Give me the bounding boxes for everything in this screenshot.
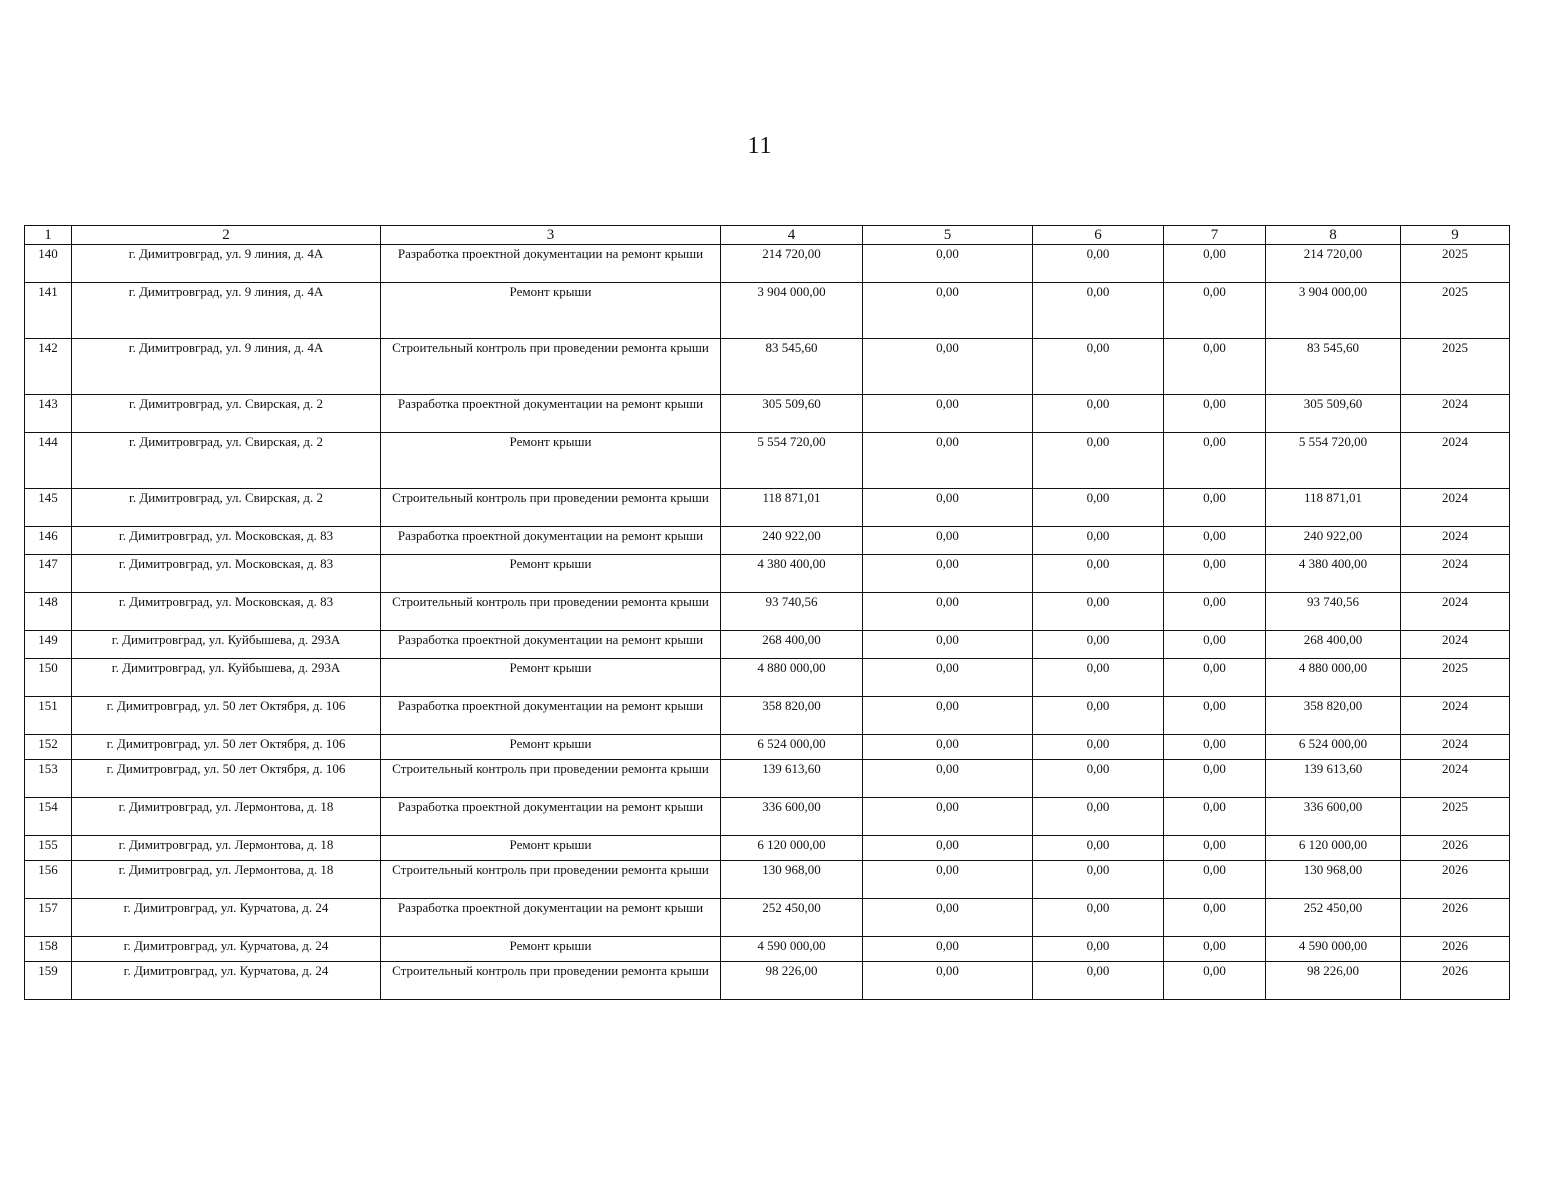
table-row [25, 962, 1510, 1000]
year-cell: 2024 [1401, 433, 1510, 489]
column-7-cell: 0,00 [1164, 697, 1266, 735]
column-8-cell: 305 509,60 [1266, 395, 1401, 433]
column-7-cell: 0,00 [1164, 937, 1266, 962]
column-6-cell: 0,00 [1033, 631, 1164, 659]
address-cell: г. Димитровград, ул. 50 лет Октября, д. 106 [72, 697, 381, 735]
column-8-cell: 93 740,56 [1266, 593, 1401, 631]
column-5-cell: 0,00 [863, 760, 1033, 798]
address-cell: г. Димитровград, ул. Куйбышева, д. 293А [72, 659, 381, 697]
column-6-cell: 0,00 [1033, 798, 1164, 836]
column-5-cell: 0,00 [863, 555, 1033, 593]
column-5-cell: 0,00 [863, 433, 1033, 489]
row-number-cell: 142 [25, 339, 72, 395]
work-type-cell: Разработка проектной документации на ремонт крыши [381, 395, 721, 433]
column-8-cell: 6 524 000,00 [1266, 735, 1401, 760]
work-type-cell: Строительный контроль при проведении ремонта крыши [381, 489, 721, 527]
column-7-cell: 0,00 [1164, 489, 1266, 527]
row-number-cell: 148 [25, 593, 72, 631]
column-6-cell: 0,00 [1033, 937, 1164, 962]
table-row [25, 527, 1510, 555]
column-7-cell: 0,00 [1164, 245, 1266, 283]
column-header-1: 1 [25, 226, 72, 245]
row-number-cell: 153 [25, 760, 72, 798]
column-6-cell: 0,00 [1033, 489, 1164, 527]
address-cell: г. Димитровград, ул. 50 лет Октября, д. 106 [72, 735, 381, 760]
row-number-cell: 146 [25, 527, 72, 555]
column-6-cell: 0,00 [1033, 697, 1164, 735]
year-cell: 2026 [1401, 861, 1510, 899]
column-8-cell: 98 226,00 [1266, 962, 1401, 1000]
column-5-cell: 0,00 [863, 489, 1033, 527]
total-cost-cell: 3 904 000,00 [721, 283, 863, 339]
total-cost-cell: 305 509,60 [721, 395, 863, 433]
total-cost-cell: 268 400,00 [721, 631, 863, 659]
table-row [25, 836, 1510, 861]
address-cell: г. Димитровград, ул. Свирская, д. 2 [72, 395, 381, 433]
column-5-cell: 0,00 [863, 659, 1033, 697]
table-row [25, 697, 1510, 735]
column-5-cell: 0,00 [863, 836, 1033, 861]
column-5-cell: 0,00 [863, 697, 1033, 735]
address-cell: г. Димитровград, ул. Лермонтова, д. 18 [72, 836, 381, 861]
row-number-cell: 149 [25, 631, 72, 659]
work-type-cell: Ремонт крыши [381, 283, 721, 339]
work-type-cell: Разработка проектной документации на ремонт крыши [381, 527, 721, 555]
total-cost-cell: 6 120 000,00 [721, 836, 863, 861]
column-header-4: 4 [721, 226, 863, 245]
row-number-cell: 158 [25, 937, 72, 962]
column-8-cell: 83 545,60 [1266, 339, 1401, 395]
address-cell: г. Димитровград, ул. Лермонтова, д. 18 [72, 861, 381, 899]
address-cell: г. Димитровград, ул. 9 линия, д. 4А [72, 283, 381, 339]
column-5-cell: 0,00 [863, 593, 1033, 631]
column-8-cell: 4 880 000,00 [1266, 659, 1401, 697]
column-8-cell: 3 904 000,00 [1266, 283, 1401, 339]
page-number: 11 [747, 133, 773, 159]
year-cell: 2026 [1401, 836, 1510, 861]
address-cell: г. Димитровград, ул. Курчатова, д. 24 [72, 899, 381, 937]
total-cost-cell: 5 554 720,00 [721, 433, 863, 489]
table-row [25, 245, 1510, 283]
column-header-5: 5 [863, 226, 1033, 245]
column-6-cell: 0,00 [1033, 962, 1164, 1000]
column-6-cell: 0,00 [1033, 339, 1164, 395]
year-cell: 2025 [1401, 245, 1510, 283]
row-number-cell: 143 [25, 395, 72, 433]
year-cell: 2025 [1401, 339, 1510, 395]
total-cost-cell: 118 871,01 [721, 489, 863, 527]
column-5-cell: 0,00 [863, 735, 1033, 760]
address-cell: г. Димитровград, ул. 50 лет Октября, д. 106 [72, 760, 381, 798]
table-row [25, 760, 1510, 798]
address-cell: г. Димитровград, ул. Лермонтова, д. 18 [72, 798, 381, 836]
table-row [25, 735, 1510, 760]
year-cell: 2025 [1401, 283, 1510, 339]
work-type-cell: Строительный контроль при проведении ремонта крыши [381, 339, 721, 395]
column-5-cell: 0,00 [863, 527, 1033, 555]
column-7-cell: 0,00 [1164, 593, 1266, 631]
work-type-cell: Ремонт крыши [381, 433, 721, 489]
column-header-9: 9 [1401, 226, 1510, 245]
column-5-cell: 0,00 [863, 283, 1033, 339]
total-cost-cell: 4 880 000,00 [721, 659, 863, 697]
row-number-cell: 154 [25, 798, 72, 836]
column-header-7: 7 [1164, 226, 1266, 245]
work-type-cell: Разработка проектной документации на ремонт крыши [381, 631, 721, 659]
column-7-cell: 0,00 [1164, 283, 1266, 339]
table-row [25, 593, 1510, 631]
table-row [25, 798, 1510, 836]
address-cell: г. Димитровград, ул. Московская, д. 83 [72, 555, 381, 593]
year-cell: 2024 [1401, 527, 1510, 555]
address-cell: г. Димитровград, ул. Свирская, д. 2 [72, 489, 381, 527]
column-7-cell: 0,00 [1164, 395, 1266, 433]
year-cell: 2024 [1401, 555, 1510, 593]
column-5-cell: 0,00 [863, 861, 1033, 899]
total-cost-cell: 4 590 000,00 [721, 937, 863, 962]
table-row [25, 555, 1510, 593]
address-cell: г. Димитровград, ул. 9 линия, д. 4А [72, 339, 381, 395]
table-row [25, 433, 1510, 489]
table-row [25, 339, 1510, 395]
column-header-6: 6 [1033, 226, 1164, 245]
year-cell: 2026 [1401, 937, 1510, 962]
total-cost-cell: 93 740,56 [721, 593, 863, 631]
row-number-cell: 144 [25, 433, 72, 489]
year-cell: 2026 [1401, 962, 1510, 1000]
table-row [25, 937, 1510, 962]
address-cell: г. Димитровград, ул. Московская, д. 83 [72, 593, 381, 631]
column-6-cell: 0,00 [1033, 283, 1164, 339]
table-row [25, 283, 1510, 339]
total-cost-cell: 214 720,00 [721, 245, 863, 283]
column-5-cell: 0,00 [863, 798, 1033, 836]
column-5-cell: 0,00 [863, 899, 1033, 937]
column-8-cell: 139 613,60 [1266, 760, 1401, 798]
row-number-cell: 159 [25, 962, 72, 1000]
address-cell: г. Димитровград, ул. Куйбышева, д. 293А [72, 631, 381, 659]
column-7-cell: 0,00 [1164, 659, 1266, 697]
column-7-cell: 0,00 [1164, 899, 1266, 937]
work-type-cell: Ремонт крыши [381, 735, 721, 760]
row-number-cell: 157 [25, 899, 72, 937]
column-6-cell: 0,00 [1033, 555, 1164, 593]
column-6-cell: 0,00 [1033, 395, 1164, 433]
row-number-cell: 150 [25, 659, 72, 697]
column-7-cell: 0,00 [1164, 861, 1266, 899]
year-cell: 2024 [1401, 489, 1510, 527]
total-cost-cell: 6 524 000,00 [721, 735, 863, 760]
address-cell: г. Димитровград, ул. Курчатова, д. 24 [72, 962, 381, 1000]
column-7-cell: 0,00 [1164, 631, 1266, 659]
column-8-cell: 118 871,01 [1266, 489, 1401, 527]
table-row [25, 489, 1510, 527]
row-number-cell: 151 [25, 697, 72, 735]
table-row [25, 861, 1510, 899]
row-number-cell: 141 [25, 283, 72, 339]
year-cell: 2025 [1401, 798, 1510, 836]
column-8-cell: 214 720,00 [1266, 245, 1401, 283]
column-header-8: 8 [1266, 226, 1401, 245]
column-7-cell: 0,00 [1164, 433, 1266, 489]
total-cost-cell: 252 450,00 [721, 899, 863, 937]
work-type-cell: Разработка проектной документации на ремонт крыши [381, 697, 721, 735]
year-cell: 2024 [1401, 735, 1510, 760]
year-cell: 2025 [1401, 659, 1510, 697]
column-8-cell: 5 554 720,00 [1266, 433, 1401, 489]
column-6-cell: 0,00 [1033, 760, 1164, 798]
column-number-row [25, 226, 1510, 245]
row-number-cell: 152 [25, 735, 72, 760]
total-cost-cell: 336 600,00 [721, 798, 863, 836]
column-7-cell: 0,00 [1164, 798, 1266, 836]
column-8-cell: 4 590 000,00 [1266, 937, 1401, 962]
column-6-cell: 0,00 [1033, 861, 1164, 899]
repair-schedule-table [24, 225, 1510, 1000]
column-8-cell: 268 400,00 [1266, 631, 1401, 659]
total-cost-cell: 83 545,60 [721, 339, 863, 395]
total-cost-cell: 358 820,00 [721, 697, 863, 735]
column-7-cell: 0,00 [1164, 527, 1266, 555]
column-6-cell: 0,00 [1033, 836, 1164, 861]
address-cell: г. Димитровград, ул. Свирская, д. 2 [72, 433, 381, 489]
column-6-cell: 0,00 [1033, 527, 1164, 555]
work-type-cell: Ремонт крыши [381, 659, 721, 697]
table-row [25, 631, 1510, 659]
column-5-cell: 0,00 [863, 962, 1033, 1000]
column-5-cell: 0,00 [863, 395, 1033, 433]
work-type-cell: Ремонт крыши [381, 555, 721, 593]
work-type-cell: Строительный контроль при проведении ремонта крыши [381, 962, 721, 1000]
work-type-cell: Строительный контроль при проведении ремонта крыши [381, 593, 721, 631]
table-row [25, 395, 1510, 433]
table-row [25, 659, 1510, 697]
column-5-cell: 0,00 [863, 631, 1033, 659]
column-8-cell: 358 820,00 [1266, 697, 1401, 735]
address-cell: г. Димитровград, ул. Московская, д. 83 [72, 527, 381, 555]
year-cell: 2024 [1401, 760, 1510, 798]
column-header-3: 3 [381, 226, 721, 245]
column-6-cell: 0,00 [1033, 735, 1164, 760]
total-cost-cell: 240 922,00 [721, 527, 863, 555]
year-cell: 2024 [1401, 395, 1510, 433]
work-type-cell: Ремонт крыши [381, 836, 721, 861]
row-number-cell: 155 [25, 836, 72, 861]
column-6-cell: 0,00 [1033, 245, 1164, 283]
table-body [25, 245, 1510, 1000]
column-6-cell: 0,00 [1033, 899, 1164, 937]
total-cost-cell: 130 968,00 [721, 861, 863, 899]
total-cost-cell: 139 613,60 [721, 760, 863, 798]
column-8-cell: 4 380 400,00 [1266, 555, 1401, 593]
row-number-cell: 147 [25, 555, 72, 593]
work-type-cell: Разработка проектной документации на ремонт крыши [381, 245, 721, 283]
column-8-cell: 6 120 000,00 [1266, 836, 1401, 861]
column-7-cell: 0,00 [1164, 555, 1266, 593]
work-type-cell: Строительный контроль при проведении ремонта крыши [381, 861, 721, 899]
table-row [25, 899, 1510, 937]
column-5-cell: 0,00 [863, 339, 1033, 395]
year-cell: 2024 [1401, 593, 1510, 631]
column-7-cell: 0,00 [1164, 962, 1266, 1000]
column-6-cell: 0,00 [1033, 659, 1164, 697]
column-5-cell: 0,00 [863, 937, 1033, 962]
total-cost-cell: 4 380 400,00 [721, 555, 863, 593]
address-cell: г. Димитровград, ул. 9 линия, д. 4А [72, 245, 381, 283]
total-cost-cell: 98 226,00 [721, 962, 863, 1000]
column-7-cell: 0,00 [1164, 339, 1266, 395]
work-type-cell: Разработка проектной документации на ремонт крыши [381, 899, 721, 937]
address-cell: г. Димитровград, ул. Курчатова, д. 24 [72, 937, 381, 962]
column-header-2: 2 [72, 226, 381, 245]
column-7-cell: 0,00 [1164, 760, 1266, 798]
column-6-cell: 0,00 [1033, 593, 1164, 631]
column-8-cell: 240 922,00 [1266, 527, 1401, 555]
year-cell: 2026 [1401, 899, 1510, 937]
column-8-cell: 130 968,00 [1266, 861, 1401, 899]
work-type-cell: Ремонт крыши [381, 937, 721, 962]
row-number-cell: 145 [25, 489, 72, 527]
work-type-cell: Разработка проектной документации на ремонт крыши [381, 798, 721, 836]
column-6-cell: 0,00 [1033, 433, 1164, 489]
column-5-cell: 0,00 [863, 245, 1033, 283]
year-cell: 2024 [1401, 631, 1510, 659]
column-7-cell: 0,00 [1164, 735, 1266, 760]
column-8-cell: 252 450,00 [1266, 899, 1401, 937]
year-cell: 2024 [1401, 697, 1510, 735]
column-7-cell: 0,00 [1164, 836, 1266, 861]
column-8-cell: 336 600,00 [1266, 798, 1401, 836]
row-number-cell: 140 [25, 245, 72, 283]
row-number-cell: 156 [25, 861, 72, 899]
work-type-cell: Строительный контроль при проведении ремонта крыши [381, 760, 721, 798]
